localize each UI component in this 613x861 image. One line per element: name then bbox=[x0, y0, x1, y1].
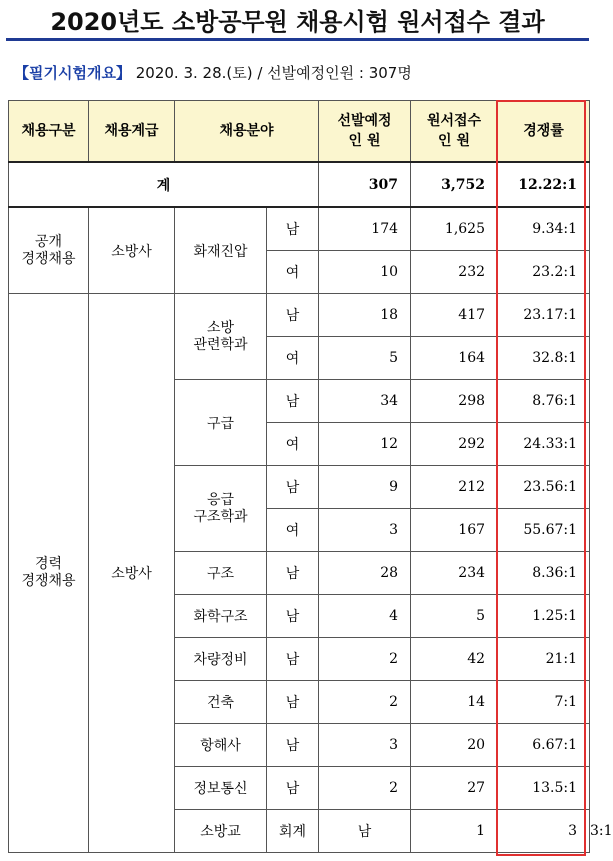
ratio-cell: 55.67:1 bbox=[498, 509, 590, 552]
ratio-cell: 7:1 bbox=[498, 681, 590, 724]
rank-cell: 소방사 bbox=[89, 294, 175, 853]
sex-cell: 남 bbox=[267, 380, 319, 423]
planned-cell: 18 bbox=[319, 294, 411, 337]
sex-cell: 남 bbox=[267, 207, 319, 251]
ratio-cell: 1.25:1 bbox=[498, 595, 590, 638]
ratio-cell: 9.34:1 bbox=[498, 207, 590, 251]
planned-cell: 2 bbox=[319, 638, 411, 681]
planned-cell: 9 bbox=[319, 466, 411, 509]
field-cell: 정보통신 bbox=[175, 767, 267, 810]
applied-cell: 1,625 bbox=[411, 207, 498, 251]
sex-cell: 남 bbox=[267, 294, 319, 337]
sex-cell: 남 bbox=[267, 466, 319, 509]
category-career: 경력 경쟁채용 bbox=[9, 294, 89, 853]
header-field: 채용분야 bbox=[175, 101, 319, 163]
planned-cell: 2 bbox=[319, 767, 411, 810]
field-cell: 회계 bbox=[267, 810, 319, 853]
planned-cell: 5 bbox=[319, 337, 411, 380]
planned-cell: 34 bbox=[319, 380, 411, 423]
planned-cell: 28 bbox=[319, 552, 411, 595]
sex-cell: 여 bbox=[267, 251, 319, 294]
total-row bbox=[9, 162, 590, 207]
ratio-cell: 23.17:1 bbox=[498, 294, 590, 337]
sex-cell: 남 bbox=[319, 810, 411, 853]
applied-cell: 42 bbox=[411, 638, 498, 681]
sex-cell: 남 bbox=[267, 595, 319, 638]
sex-cell: 여 bbox=[267, 509, 319, 552]
field-cell: 항해사 bbox=[175, 724, 267, 767]
field-cell: 구급 bbox=[175, 380, 267, 466]
field-cell: 화재진압 bbox=[175, 207, 267, 294]
ratio-cell: 8.36:1 bbox=[498, 552, 590, 595]
applied-cell: 14 bbox=[411, 681, 498, 724]
results-table bbox=[8, 100, 613, 853]
sex-cell: 여 bbox=[267, 423, 319, 466]
applied-cell: 3 bbox=[498, 810, 590, 853]
total-planned: 307 bbox=[319, 162, 411, 207]
field-cell: 응급 구조학과 bbox=[175, 466, 267, 552]
ratio-cell: 13.5:1 bbox=[498, 767, 590, 810]
category-open: 공개 경쟁채용 bbox=[9, 207, 89, 294]
sex-cell: 남 bbox=[267, 638, 319, 681]
sex-cell: 남 bbox=[267, 552, 319, 595]
planned-cell: 2 bbox=[319, 681, 411, 724]
table-row: 소방교 회계 남 1 3 3:1 bbox=[9, 810, 590, 853]
planned-cell: 10 bbox=[319, 251, 411, 294]
header-applied: 원서접수 인 원 bbox=[411, 101, 498, 163]
page-title: 2020년도 소방공무원 채용시험 원서접수 결과 bbox=[50, 8, 545, 36]
planned-cell: 4 bbox=[319, 595, 411, 638]
applied-cell: 298 bbox=[411, 380, 498, 423]
table-header-row bbox=[9, 101, 590, 163]
total-applied: 3,752 bbox=[411, 162, 498, 207]
table-row bbox=[9, 294, 590, 337]
sex-cell: 여 bbox=[267, 337, 319, 380]
sex-cell: 남 bbox=[267, 767, 319, 810]
field-cell: 소방 관련학과 bbox=[175, 294, 267, 380]
rank-cell: 소방사 bbox=[89, 207, 175, 294]
applied-cell: 232 bbox=[411, 251, 498, 294]
planned-cell: 3 bbox=[319, 509, 411, 552]
planned-cell: 1 bbox=[411, 810, 498, 853]
planned-cell: 174 bbox=[319, 207, 411, 251]
field-cell: 건축 bbox=[175, 681, 267, 724]
field-cell: 구조 bbox=[175, 552, 267, 595]
applied-cell: 234 bbox=[411, 552, 498, 595]
field-cell: 차량정비 bbox=[175, 638, 267, 681]
applied-cell: 164 bbox=[411, 337, 498, 380]
sex-cell: 남 bbox=[267, 681, 319, 724]
applied-cell: 5 bbox=[411, 595, 498, 638]
ratio-cell: 23.56:1 bbox=[498, 466, 590, 509]
title-divider bbox=[6, 38, 589, 41]
sex-cell: 남 bbox=[267, 724, 319, 767]
ratio-cell: 23.2:1 bbox=[498, 251, 590, 294]
total-ratio: 12.22:1 bbox=[498, 162, 590, 207]
planned-cell: 3 bbox=[319, 724, 411, 767]
ratio-cell: 24.33:1 bbox=[498, 423, 590, 466]
total-label: 계 bbox=[9, 162, 319, 207]
header-planned: 선발예정 인 원 bbox=[319, 101, 411, 163]
applied-cell: 20 bbox=[411, 724, 498, 767]
field-cell: 화학구조 bbox=[175, 595, 267, 638]
applied-cell: 27 bbox=[411, 767, 498, 810]
ratio-cell: 21:1 bbox=[498, 638, 590, 681]
header-ratio: 경쟁률 bbox=[498, 101, 590, 163]
applied-cell: 212 bbox=[411, 466, 498, 509]
table-row bbox=[9, 207, 590, 251]
exam-summary bbox=[14, 62, 412, 83]
rank-cell: 소방교 bbox=[175, 810, 267, 853]
header-category: 채용구분 bbox=[9, 101, 89, 163]
header-rank: 채용계급 bbox=[89, 101, 175, 163]
applied-cell: 417 bbox=[411, 294, 498, 337]
applied-cell: 167 bbox=[411, 509, 498, 552]
ratio-cell: 6.67:1 bbox=[498, 724, 590, 767]
exam-summary-text: 2020. 3. 28.(토) / 선발예정인원 : 307명 bbox=[135, 64, 412, 82]
applied-cell: 292 bbox=[411, 423, 498, 466]
exam-summary-tag: 【필기시험개요】 bbox=[14, 64, 131, 82]
ratio-cell: 32.8:1 bbox=[498, 337, 590, 380]
planned-cell: 12 bbox=[319, 423, 411, 466]
ratio-cell: 8.76:1 bbox=[498, 380, 590, 423]
